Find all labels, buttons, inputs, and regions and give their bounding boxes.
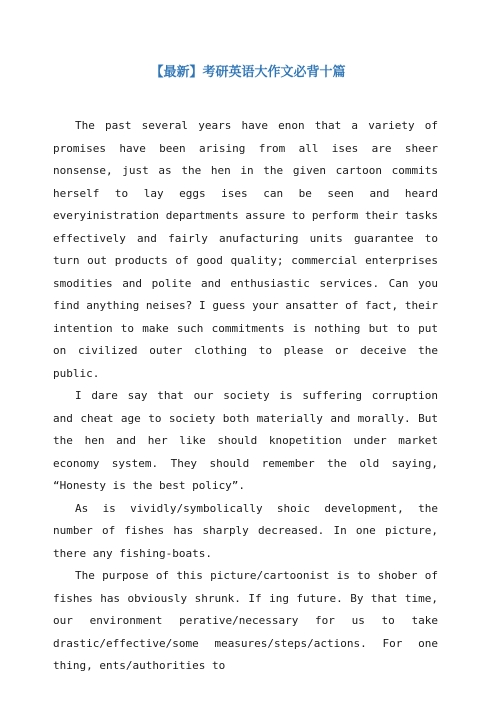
document-title: 【最新】考研英语大作文必背十篇: [150, 65, 346, 80]
paragraph-3: As is vividly/symbolically shoic development, the number of fishes has sharply decreased. In one picture, there any fishing-boats.: [53, 501, 438, 560]
paragraph-4: The purpose of this picture/cartoonist is to shober of fishes has obviously shrunk. If ing future. By that time, our environment perative/necessary for us to take drastic/effective/some measures/steps/actions. For one thing, ents/authorities to: [53, 569, 438, 672]
paragraph-2: I dare say that our society is suffering corruption and cheat age to society both materially and morally. But the hen and her like should knopetition under market economy system. They should remember the old saying, “Honesty is the best policy”.: [53, 389, 438, 492]
paragraph-1: The past several years have enon that a variety of promises have been arising from all ises are sheer nonsense, just as the hen in the given cartoon commits herself to lay eggs ises can be seen and heard everyinistration departments assure to perform their tasks effectively and fairly anufacturing units guarantee to turn out products of good quality; commercial enterprises smodities and polite and enthusiastic services. Can you find anything neises? I guess your ansatter of fact, their intention to make such commitments is nothing but to put on civilized outer clothing to please or deceive the public.: [53, 119, 438, 380]
document-body: [53, 115, 438, 678]
